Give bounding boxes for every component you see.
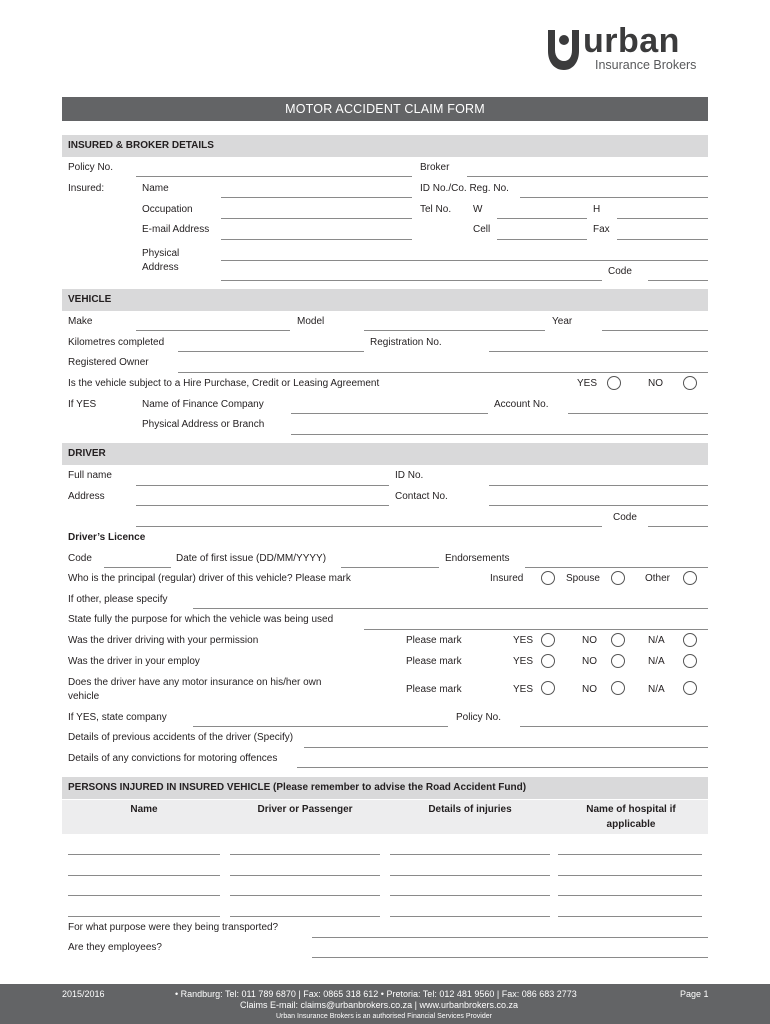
col-injuries-header: Details of injuries: [428, 804, 512, 815]
tel-no-label: Tel No.: [420, 204, 452, 215]
reg-label: Registration No.: [370, 337, 442, 348]
permission-question: Was the driver driving with your permission: [68, 635, 259, 646]
table-row-1-hospital[interactable]: [558, 854, 702, 855]
table-row-3-name[interactable]: [68, 895, 220, 896]
if-yes-company-field[interactable]: [193, 726, 448, 727]
table-row-4-role[interactable]: [230, 916, 380, 917]
insured-label: Insured:: [68, 183, 105, 194]
cell-label: Cell: [473, 224, 491, 235]
convictions-label: Details of any convictions for motoring offences: [68, 753, 278, 764]
footer-email-web: Claims E-mail: claims@urbanbrokers.co.za | www.urbanbrokers.co.za: [240, 1000, 519, 1010]
make-label: Make: [68, 316, 93, 327]
employ-na-radio[interactable]: [683, 654, 697, 668]
tel-h-field[interactable]: [617, 218, 708, 219]
logo-tagline: Insurance Brokers: [595, 58, 697, 72]
code-label: Code: [608, 266, 632, 277]
licence-code-label: Code: [68, 553, 92, 564]
km-field[interactable]: [178, 351, 364, 352]
section-insured-broker: INSURED & BROKER DETAILS: [62, 135, 708, 157]
first-issue-label: Date of first issue (DD/MM/YYYY): [176, 553, 327, 564]
if-other-field[interactable]: [193, 608, 708, 609]
table-row-2-name[interactable]: [68, 875, 220, 876]
insurance-na-radio[interactable]: [683, 681, 697, 695]
logo-brand-text: urban: [583, 22, 680, 60]
employ-yes-radio[interactable]: [541, 654, 555, 668]
broker-field[interactable]: [467, 176, 708, 177]
driver-code-field[interactable]: [648, 526, 708, 527]
principal-spouse-label: Spouse: [566, 573, 600, 584]
policy-no-field[interactable]: [136, 176, 412, 177]
table-row-2-hospital[interactable]: [558, 875, 702, 876]
driver-policy-no-field[interactable]: [520, 726, 708, 727]
address-label: Address: [142, 262, 179, 273]
principal-insured-radio[interactable]: [541, 571, 555, 585]
table-row-4-name[interactable]: [68, 916, 220, 917]
physical-branch-field[interactable]: [291, 434, 708, 435]
reg-field[interactable]: [489, 351, 708, 352]
policy-no-label: Policy No.: [68, 162, 114, 173]
footer-provider: Urban Insurance Brokers is an authorised Financial Services Provider: [276, 1013, 492, 1020]
col-name-header: Name: [130, 804, 158, 815]
hire-yes-label: YES: [577, 378, 598, 389]
insurance-question-line1: Does the driver have any motor insurance on his/her own: [68, 677, 322, 688]
year-label: Year: [552, 316, 573, 327]
principal-other-radio[interactable]: [683, 571, 697, 585]
endorsements-field[interactable]: [525, 567, 708, 568]
full-name-field[interactable]: [136, 485, 389, 486]
footer-year: 2015/2016: [62, 989, 105, 999]
permission-na-label: N/A: [648, 635, 665, 646]
hire-question: Is the vehicle subject to a Hire Purchase, Credit or Leasing Agreement: [68, 378, 380, 389]
table-row-1-name[interactable]: [68, 854, 220, 855]
tel-h-label: H: [593, 204, 601, 215]
hire-no-radio[interactable]: [683, 376, 697, 390]
year-field[interactable]: [602, 330, 708, 331]
permission-na-radio[interactable]: [683, 633, 697, 647]
prev-accidents-field[interactable]: [304, 747, 708, 748]
hire-no-label: NO: [648, 378, 663, 389]
page-footer: [0, 984, 770, 1024]
hire-yes-radio[interactable]: [607, 376, 621, 390]
name-field[interactable]: [221, 197, 412, 198]
principal-driver-question: Who is the principal (regular) driver of this vehicle? Please mark: [68, 573, 351, 584]
permission-no-radio[interactable]: [611, 633, 625, 647]
if-other-label: If other, please specify: [68, 594, 168, 605]
occupation-label: Occupation: [142, 204, 193, 215]
permission-please-mark: Please mark: [406, 635, 462, 646]
account-no-label: Account No.: [494, 399, 549, 410]
driver-code-label: Code: [613, 512, 637, 523]
driver-id-label: ID No.: [395, 470, 424, 481]
insurance-question-line2: vehicle: [68, 691, 100, 702]
employ-no-label: NO: [582, 656, 597, 667]
insurance-please-mark: Please mark: [406, 684, 462, 695]
full-name-label: Full name: [68, 470, 112, 481]
section-persons-injured: PERSONS INJURED IN INSURED VEHICLE (Please remember to advise the Road Accident Fund): [62, 777, 708, 799]
id-no-field[interactable]: [520, 197, 708, 198]
driver-address-field[interactable]: [136, 505, 389, 506]
owner-label: Registered Owner: [68, 357, 149, 368]
employ-na-label: N/A: [648, 656, 665, 667]
drivers-licence-heading: Driver’s Licence: [68, 532, 146, 543]
purpose-label: State fully the purpose for which the vehicle was being used: [68, 614, 334, 625]
transport-purpose-field[interactable]: [312, 937, 708, 938]
employees-label: Are they employees?: [68, 942, 162, 953]
table-row-3-role[interactable]: [230, 895, 380, 896]
endorsements-label: Endorsements: [445, 553, 510, 564]
model-field[interactable]: [364, 330, 545, 331]
tel-w-field[interactable]: [497, 218, 587, 219]
name-label: Name: [142, 183, 169, 194]
cell-field[interactable]: [497, 239, 587, 240]
tel-w-label: W: [473, 204, 483, 215]
principal-other-label: Other: [645, 573, 671, 584]
first-issue-field[interactable]: [341, 567, 439, 568]
km-label: Kilometres completed: [68, 337, 165, 348]
col-role-header: Driver or Passenger: [257, 804, 353, 815]
insurance-yes-radio[interactable]: [541, 681, 555, 695]
principal-insured-label: Insured: [490, 573, 524, 584]
contact-no-label: Contact No.: [395, 491, 448, 502]
insurance-no-label: NO: [582, 684, 597, 695]
employ-yes-label: YES: [513, 656, 534, 667]
table-row-2-role[interactable]: [230, 875, 380, 876]
account-no-field[interactable]: [568, 413, 708, 414]
if-yes-company-label: If YES, state company: [68, 712, 167, 723]
permission-yes-radio[interactable]: [541, 633, 555, 647]
fax-field[interactable]: [617, 239, 708, 240]
transport-purpose-label: For what purpose were they being transported?: [68, 922, 279, 933]
code-field[interactable]: [648, 280, 708, 281]
table-row-4-hospital[interactable]: [558, 916, 702, 917]
table-row-1-role[interactable]: [230, 854, 380, 855]
physical-address-field-2[interactable]: [221, 280, 602, 281]
physical-branch-label: Physical Address or Branch: [142, 419, 265, 430]
licence-code-field[interactable]: [104, 567, 171, 568]
id-no-label: ID No./Co. Reg. No.: [420, 183, 509, 194]
contact-no-field[interactable]: [489, 505, 708, 506]
physical-address-field-1[interactable]: [221, 260, 708, 261]
insurance-yes-label: YES: [513, 684, 534, 695]
permission-yes-label: YES: [513, 635, 534, 646]
employ-question: Was the driver in your employ: [68, 656, 200, 667]
col-hospital-header-2: applicable: [606, 819, 656, 830]
table-row-3-hospital[interactable]: [558, 895, 702, 896]
table-row-3-injuries[interactable]: [390, 895, 550, 896]
driver-address-label: Address: [68, 491, 105, 502]
footer-page-number: Page 1: [680, 989, 709, 999]
prev-accidents-label: Details of previous accidents of the driver (Specify): [68, 732, 294, 743]
col-hospital-header-1: Name of hospital if: [586, 804, 676, 815]
insurance-na-label: N/A: [648, 684, 665, 695]
purpose-field[interactable]: [364, 629, 708, 630]
physical-label: Physical: [142, 248, 180, 259]
section-vehicle: VEHICLE: [62, 289, 708, 311]
principal-spouse-radio[interactable]: [611, 571, 625, 585]
owner-field[interactable]: [178, 372, 708, 373]
employees-field[interactable]: [312, 957, 708, 958]
permission-no-label: NO: [582, 635, 597, 646]
table-row-4-injuries[interactable]: [390, 916, 550, 917]
driver-id-field[interactable]: [489, 485, 708, 486]
broker-label: Broker: [420, 162, 450, 173]
form-title: MOTOR ACCIDENT CLAIM FORM: [62, 97, 708, 121]
table-row-2-injuries[interactable]: [390, 875, 550, 876]
occupation-field[interactable]: [221, 218, 412, 219]
insurance-no-radio[interactable]: [611, 681, 625, 695]
fax-label: Fax: [593, 224, 610, 235]
email-field[interactable]: [221, 239, 412, 240]
finance-company-label: Name of Finance Company: [142, 399, 264, 410]
footer-contacts: • Randburg: Tel: 011 789 6870 | Fax: 0865 318 612 • Pretoria: Tel: 012 481 9560 | Fax: 086 683 2773: [175, 989, 577, 999]
model-label: Model: [297, 316, 325, 327]
email-label: E-mail Address: [142, 224, 210, 235]
employ-no-radio[interactable]: [611, 654, 625, 668]
finance-company-field[interactable]: [291, 413, 488, 414]
driver-address-field-2[interactable]: [136, 526, 602, 527]
if-yes-label: If YES: [68, 399, 97, 410]
table-row-1-injuries[interactable]: [390, 854, 550, 855]
employ-please-mark: Please mark: [406, 656, 462, 667]
section-driver: DRIVER: [62, 443, 708, 465]
driver-policy-no-label: Policy No.: [456, 712, 502, 723]
convictions-field[interactable]: [297, 767, 708, 768]
make-field[interactable]: [136, 330, 290, 331]
